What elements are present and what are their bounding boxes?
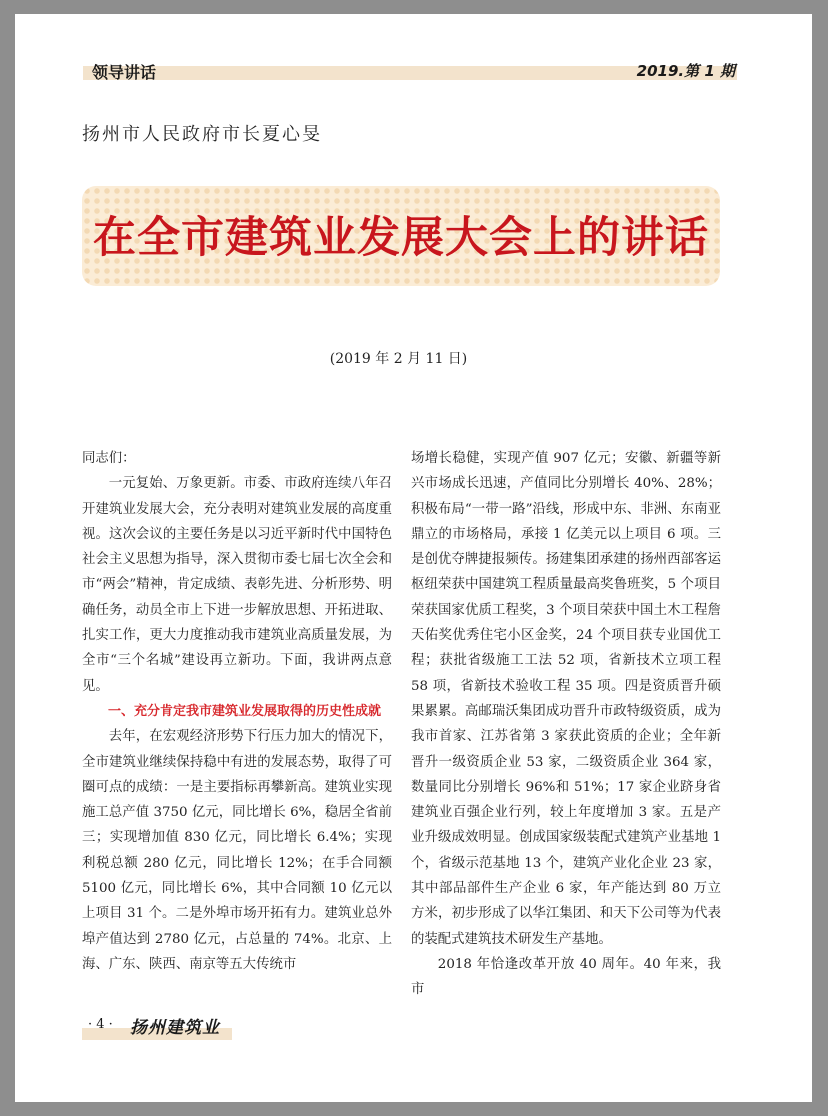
body-paragraph: 去年，在宏观经济形势下行压力加大的情况下，全市建筑业继续保持稳中有进的发展态势，取得了可圈可点的成绩：一是主要指标再攀新高。建筑业实现施工总产值 3750 亿元，同比增长 6%，稳居全省前三；实现增加值 830 亿元，同比增长 6.4%；实现利税总额 280 亿元，同比增长 12%；在手合同额 5100 亿元，同比增长 6%，其中合同额 10 亿元以上项目 31 个。二是外埠市场开拓有力。建筑业总外埠产值达到 2780 亿元，占总量的 74%。北京、上海、广东、陕西、南京等五大传统市 (82, 729, 392, 972)
continued-paragraph: 场增长稳健，实现产值 907 亿元；安徽、新疆等新兴市场成长迅速，产值同比分别增长 40%、28%；积极布局“一带一路”沿线，形成中东、非洲、东南亚鼎立的市场格局，承接 1 亿美元以上项目 6 项。三是创优夺牌捷报频传。扬建集团承建的扬州西部客运枢纽荣获中国建筑工程质量最高奖鲁班奖，5 个项目荣获国家优质工程奖，3 个项目荣获中国土木工程詹天佑奖优秀住宅小区金奖，24 个项目获专业国优工程；获批省级施工工法 52 项，省新技术立项工程 58 项，省新技术验收工程 35 项。四是资质晋升硕果累累。高邮瑞沃集团成功晋升市政特级资质，成为我市首家、江苏省第 3 家获此资质的企业；全年新晋升一级资质企业 53 家，二级资质企业 364 家，数量同比分别增长 96%和 51%；17 家企业跻身省建筑业百强企业行列，较上年度增加 3 家。五是产业升级成效明显。创成国家级装配式建筑产业基地 1 个，省级示范基地 13 个，建筑产业化企业 23 家，其中部品部件生产企业 6 家，年产能达到 80 万立方米，初步形成了以华江集团、和天下公司等为代表的装配式建筑技术研发生产基地。 (411, 451, 721, 947)
next-paragraph: 2018 年恰逢改革开放 40 周年。40 年来，我市 (411, 956, 721, 998)
title-banner (82, 186, 720, 286)
section-heading: 一、充分肯定我市建筑业发展取得的历史性成就 (108, 703, 382, 719)
article-title: 在全市建筑业发展大会上的讲话 (93, 213, 709, 263)
section-label: 领导讲话 (92, 63, 157, 82)
salutation: 同志们： (82, 451, 136, 466)
speech-date: (2019 年 2 月 11 日) (329, 351, 468, 367)
right-column (411, 446, 721, 1003)
author-line: 扬州市人民政府市长夏心旻 (82, 124, 322, 145)
page-number: · 4 · (88, 1017, 113, 1032)
issue-label: 2019.第 1 期 (636, 62, 735, 80)
magazine-logo: 扬州建筑业 (130, 1018, 220, 1038)
left-column (82, 446, 392, 977)
intro-paragraph: 一元复始、万象更新。市委、市政府连续八年召开建筑业发展大会，充分表明对建筑业发展的高度重视。这次会议的主要任务是以习近平新时代中国特色社会主义思想为指导，深入贯彻市委七届七次全会和市“两会”精神，肯定成绩、表彰先进、分析形势、明确任务，动员全市上下进一步解放思想、开拓进取、扎实工作，更大力度推动我市建筑业高质量发展，为全市“三个名城”建设再立新功。下面，我讲两点意见。 (82, 476, 392, 694)
